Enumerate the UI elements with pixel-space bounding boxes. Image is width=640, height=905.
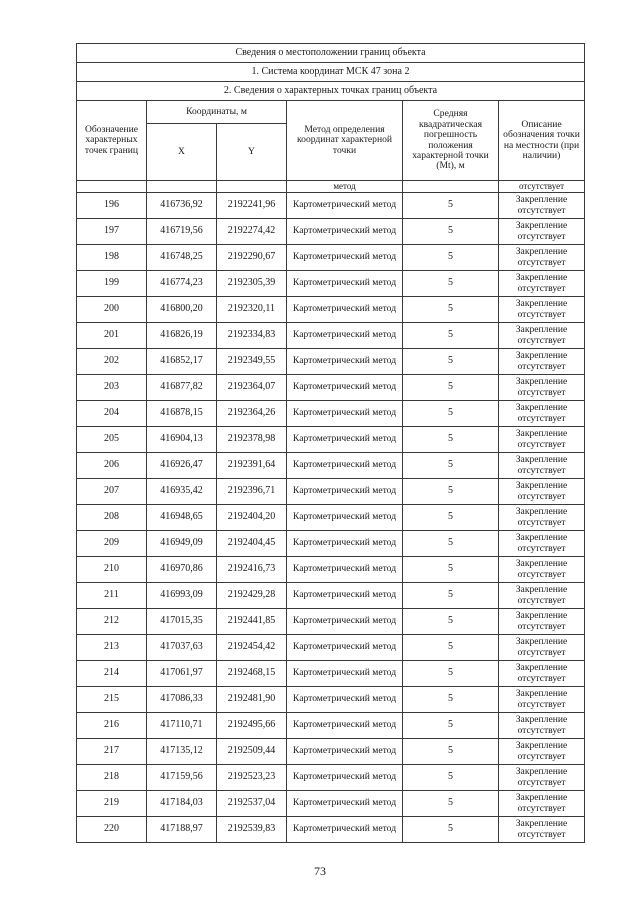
cell-method: Картометрический метод bbox=[287, 401, 403, 427]
cell-coord-x: 416948,65 bbox=[147, 505, 217, 531]
cell-method: Картометрический метод bbox=[287, 479, 403, 505]
table-row bbox=[77, 219, 585, 245]
coordinates-table bbox=[76, 43, 585, 843]
cell-method: Картометрический метод bbox=[287, 193, 403, 219]
cell-error-mt: 5 bbox=[403, 609, 499, 635]
cell-method: Картометрический метод bbox=[287, 245, 403, 271]
continuation-row bbox=[77, 181, 585, 193]
header-error: Средняя квадратическая погрешность положения характерной точки (Mt), м bbox=[403, 101, 499, 181]
cell-description: Закрепление отсутствует bbox=[499, 687, 585, 713]
cell-method: Картометрический метод bbox=[287, 531, 403, 557]
cell-coord-y: 2192441,85 bbox=[217, 609, 287, 635]
cell-description: Закрепление отсутствует bbox=[499, 453, 585, 479]
cell-description: Закрепление отсутствует bbox=[499, 427, 585, 453]
table-row bbox=[77, 557, 585, 583]
continuation-cell bbox=[147, 181, 217, 193]
cell-error-mt: 5 bbox=[403, 713, 499, 739]
cell-coord-x: 416878,15 bbox=[147, 401, 217, 427]
cell-method: Картометрический метод bbox=[287, 661, 403, 687]
cell-method: Картометрический метод bbox=[287, 687, 403, 713]
cell-point-id: 197 bbox=[77, 219, 147, 245]
cell-error-mt: 5 bbox=[403, 219, 499, 245]
cell-coord-y: 2192378,98 bbox=[217, 427, 287, 453]
cell-coord-y: 2192396,71 bbox=[217, 479, 287, 505]
table-row bbox=[77, 375, 585, 401]
cell-error-mt: 5 bbox=[403, 401, 499, 427]
cell-point-id: 214 bbox=[77, 661, 147, 687]
cell-method: Картометрический метод bbox=[287, 297, 403, 323]
table-row bbox=[77, 583, 585, 609]
table-row bbox=[77, 401, 585, 427]
cell-error-mt: 5 bbox=[403, 791, 499, 817]
cell-error-mt: 5 bbox=[403, 583, 499, 609]
cell-error-mt: 5 bbox=[403, 245, 499, 271]
cell-coord-x: 417184,03 bbox=[147, 791, 217, 817]
cell-coord-y: 2192320,11 bbox=[217, 297, 287, 323]
cell-method: Картометрический метод bbox=[287, 505, 403, 531]
cell-coord-y: 2192454,42 bbox=[217, 635, 287, 661]
cell-coord-y: 2192391,64 bbox=[217, 453, 287, 479]
cell-coord-x: 417061,97 bbox=[147, 661, 217, 687]
table-title: Сведения о местоположении границ объекта bbox=[77, 44, 585, 63]
table-row bbox=[77, 297, 585, 323]
table-row bbox=[77, 609, 585, 635]
table-row bbox=[77, 713, 585, 739]
cell-coord-y: 2192290,67 bbox=[217, 245, 287, 271]
cell-method: Картометрический метод bbox=[287, 271, 403, 297]
cell-coord-x: 416949,09 bbox=[147, 531, 217, 557]
cell-error-mt: 5 bbox=[403, 739, 499, 765]
cell-coord-x: 416774,23 bbox=[147, 271, 217, 297]
cell-description: Закрепление отсутствует bbox=[499, 531, 585, 557]
cell-error-mt: 5 bbox=[403, 349, 499, 375]
cell-coord-x: 416719,56 bbox=[147, 219, 217, 245]
cell-coord-y: 2192537,04 bbox=[217, 791, 287, 817]
cell-description: Закрепление отсутствует bbox=[499, 271, 585, 297]
cell-method: Картометрический метод bbox=[287, 609, 403, 635]
cell-coord-y: 2192404,20 bbox=[217, 505, 287, 531]
cell-description: Закрепление отсутствует bbox=[499, 401, 585, 427]
table-row bbox=[77, 193, 585, 219]
cell-error-mt: 5 bbox=[403, 765, 499, 791]
cell-point-id: 212 bbox=[77, 609, 147, 635]
cell-coord-y: 2192364,26 bbox=[217, 401, 287, 427]
cell-error-mt: 5 bbox=[403, 323, 499, 349]
cell-description: Закрепление отсутствует bbox=[499, 245, 585, 271]
cell-error-mt: 5 bbox=[403, 505, 499, 531]
points-section-heading: 2. Сведения о характерных точках границ объекта bbox=[77, 82, 585, 101]
cell-coord-x: 416935,42 bbox=[147, 479, 217, 505]
cell-coord-x: 416736,92 bbox=[147, 193, 217, 219]
cell-point-id: 205 bbox=[77, 427, 147, 453]
continuation-cell bbox=[217, 181, 287, 193]
table-row bbox=[77, 765, 585, 791]
table-row bbox=[77, 505, 585, 531]
cell-coord-x: 417086,33 bbox=[147, 687, 217, 713]
cell-coord-x: 417110,71 bbox=[147, 713, 217, 739]
cell-description: Закрепление отсутствует bbox=[499, 791, 585, 817]
table-row bbox=[77, 635, 585, 661]
cell-description: Закрепление отсутствует bbox=[499, 635, 585, 661]
cell-method: Картометрический метод bbox=[287, 219, 403, 245]
table-row bbox=[77, 427, 585, 453]
cell-description: Закрепление отсутствует bbox=[499, 323, 585, 349]
cell-method: Картометрический метод bbox=[287, 375, 403, 401]
cell-coord-x: 416970,86 bbox=[147, 557, 217, 583]
page-number: 73 bbox=[314, 864, 326, 878]
cell-point-id: 206 bbox=[77, 453, 147, 479]
table-row bbox=[77, 531, 585, 557]
cell-coord-y: 2192404,45 bbox=[217, 531, 287, 557]
cell-point-id: 202 bbox=[77, 349, 147, 375]
cell-coord-y: 2192539,83 bbox=[217, 817, 287, 843]
header-x: X bbox=[147, 124, 217, 181]
cell-description: Закрепление отсутствует bbox=[499, 349, 585, 375]
cell-method: Картометрический метод bbox=[287, 323, 403, 349]
cell-description: Закрепление отсутствует bbox=[499, 765, 585, 791]
cell-description: Закрепление отсутствует bbox=[499, 557, 585, 583]
cell-coord-x: 417159,56 bbox=[147, 765, 217, 791]
cell-point-id: 218 bbox=[77, 765, 147, 791]
cell-description: Закрепление отсутствует bbox=[499, 219, 585, 245]
cell-point-id: 196 bbox=[77, 193, 147, 219]
cell-coord-y: 2192481,90 bbox=[217, 687, 287, 713]
cell-coord-y: 2192429,28 bbox=[217, 583, 287, 609]
cell-error-mt: 5 bbox=[403, 661, 499, 687]
cell-coord-x: 416852,17 bbox=[147, 349, 217, 375]
cell-error-mt: 5 bbox=[403, 453, 499, 479]
cell-error-mt: 5 bbox=[403, 427, 499, 453]
table-row bbox=[77, 661, 585, 687]
table-row bbox=[77, 739, 585, 765]
cell-point-id: 210 bbox=[77, 557, 147, 583]
cell-coord-x: 417188,97 bbox=[147, 817, 217, 843]
cell-method: Картометрический метод bbox=[287, 739, 403, 765]
cell-point-id: 208 bbox=[77, 505, 147, 531]
continuation-cell bbox=[77, 181, 147, 193]
table-row bbox=[77, 323, 585, 349]
table-row bbox=[77, 453, 585, 479]
cell-point-id: 217 bbox=[77, 739, 147, 765]
cell-coord-y: 2192334,83 bbox=[217, 323, 287, 349]
cell-error-mt: 5 bbox=[403, 193, 499, 219]
header-point: Обозначение характерных точек границ bbox=[77, 101, 147, 181]
cell-method: Картометрический метод bbox=[287, 427, 403, 453]
cell-description: Закрепление отсутствует bbox=[499, 505, 585, 531]
cell-method: Картометрический метод bbox=[287, 453, 403, 479]
cell-coord-y: 2192305,39 bbox=[217, 271, 287, 297]
cell-coord-y: 2192274,42 bbox=[217, 219, 287, 245]
cell-coord-y: 2192495,66 bbox=[217, 713, 287, 739]
cell-coord-x: 417037,63 bbox=[147, 635, 217, 661]
cell-error-mt: 5 bbox=[403, 297, 499, 323]
coordinate-system-heading: 1. Система координат МСК 47 зона 2 bbox=[77, 63, 585, 82]
cell-coord-x: 417015,35 bbox=[147, 609, 217, 635]
cell-point-id: 207 bbox=[77, 479, 147, 505]
cell-method: Картометрический метод bbox=[287, 635, 403, 661]
continuation-cell bbox=[403, 181, 499, 193]
cell-description: Закрепление отсутствует bbox=[499, 583, 585, 609]
cell-description: Закрепление отсутствует bbox=[499, 609, 585, 635]
cell-coord-y: 2192509,44 bbox=[217, 739, 287, 765]
cell-error-mt: 5 bbox=[403, 635, 499, 661]
cell-point-id: 213 bbox=[77, 635, 147, 661]
cell-description: Закрепление отсутствует bbox=[499, 817, 585, 843]
cell-coord-x: 417135,12 bbox=[147, 739, 217, 765]
cell-point-id: 215 bbox=[77, 687, 147, 713]
document-sheet bbox=[76, 43, 584, 843]
cell-coord-y: 2192468,15 bbox=[217, 661, 287, 687]
cell-coord-x: 416904,13 bbox=[147, 427, 217, 453]
cell-error-mt: 5 bbox=[403, 531, 499, 557]
table-row bbox=[77, 349, 585, 375]
cell-point-id: 211 bbox=[77, 583, 147, 609]
cell-error-mt: 5 bbox=[403, 375, 499, 401]
table-row bbox=[77, 271, 585, 297]
cell-point-id: 204 bbox=[77, 401, 147, 427]
cell-point-id: 216 bbox=[77, 713, 147, 739]
continuation-method: метод bbox=[287, 181, 403, 193]
header-coordinates: Координаты, м bbox=[147, 101, 287, 124]
cell-error-mt: 5 bbox=[403, 479, 499, 505]
cell-method: Картометрический метод bbox=[287, 583, 403, 609]
cell-coord-x: 416877,82 bbox=[147, 375, 217, 401]
cell-error-mt: 5 bbox=[403, 687, 499, 713]
cell-method: Картометрический метод bbox=[287, 817, 403, 843]
cell-coord-x: 416926,47 bbox=[147, 453, 217, 479]
header-y: Y bbox=[217, 124, 287, 181]
table-row bbox=[77, 817, 585, 843]
cell-description: Закрепление отсутствует bbox=[499, 297, 585, 323]
cell-coord-x: 416993,09 bbox=[147, 583, 217, 609]
cell-error-mt: 5 bbox=[403, 817, 499, 843]
cell-method: Картометрический метод bbox=[287, 557, 403, 583]
cell-point-id: 219 bbox=[77, 791, 147, 817]
cell-coord-x: 416748,25 bbox=[147, 245, 217, 271]
cell-coord-y: 2192241,96 bbox=[217, 193, 287, 219]
cell-point-id: 203 bbox=[77, 375, 147, 401]
cell-error-mt: 5 bbox=[403, 557, 499, 583]
cell-method: Картометрический метод bbox=[287, 349, 403, 375]
cell-coord-x: 416800,20 bbox=[147, 297, 217, 323]
cell-point-id: 199 bbox=[77, 271, 147, 297]
header-description: Описание обозначения точки на местности (при наличии) bbox=[499, 101, 585, 181]
cell-description: Закрепление отсутствует bbox=[499, 713, 585, 739]
table-row bbox=[77, 245, 585, 271]
cell-point-id: 198 bbox=[77, 245, 147, 271]
cell-method: Картометрический метод bbox=[287, 791, 403, 817]
cell-description: Закрепление отсутствует bbox=[499, 739, 585, 765]
cell-description: Закрепление отсутствует bbox=[499, 479, 585, 505]
cell-coord-y: 2192349,55 bbox=[217, 349, 287, 375]
cell-point-id: 220 bbox=[77, 817, 147, 843]
cell-point-id: 209 bbox=[77, 531, 147, 557]
cell-description: Закрепление отсутствует bbox=[499, 375, 585, 401]
table-row bbox=[77, 687, 585, 713]
cell-coord-y: 2192523,23 bbox=[217, 765, 287, 791]
cell-method: Картометрический метод bbox=[287, 713, 403, 739]
cell-point-id: 200 bbox=[77, 297, 147, 323]
cell-error-mt: 5 bbox=[403, 271, 499, 297]
header-method: Метод определения координат характерной точки bbox=[287, 101, 403, 181]
table-row bbox=[77, 791, 585, 817]
table-row bbox=[77, 479, 585, 505]
continuation-description: отсутствует bbox=[499, 181, 585, 193]
cell-method: Картометрический метод bbox=[287, 765, 403, 791]
cell-description: Закрепление отсутствует bbox=[499, 193, 585, 219]
cell-coord-x: 416826,19 bbox=[147, 323, 217, 349]
cell-coord-y: 2192364,07 bbox=[217, 375, 287, 401]
cell-coord-y: 2192416,73 bbox=[217, 557, 287, 583]
cell-description: Закрепление отсутствует bbox=[499, 661, 585, 687]
cell-point-id: 201 bbox=[77, 323, 147, 349]
